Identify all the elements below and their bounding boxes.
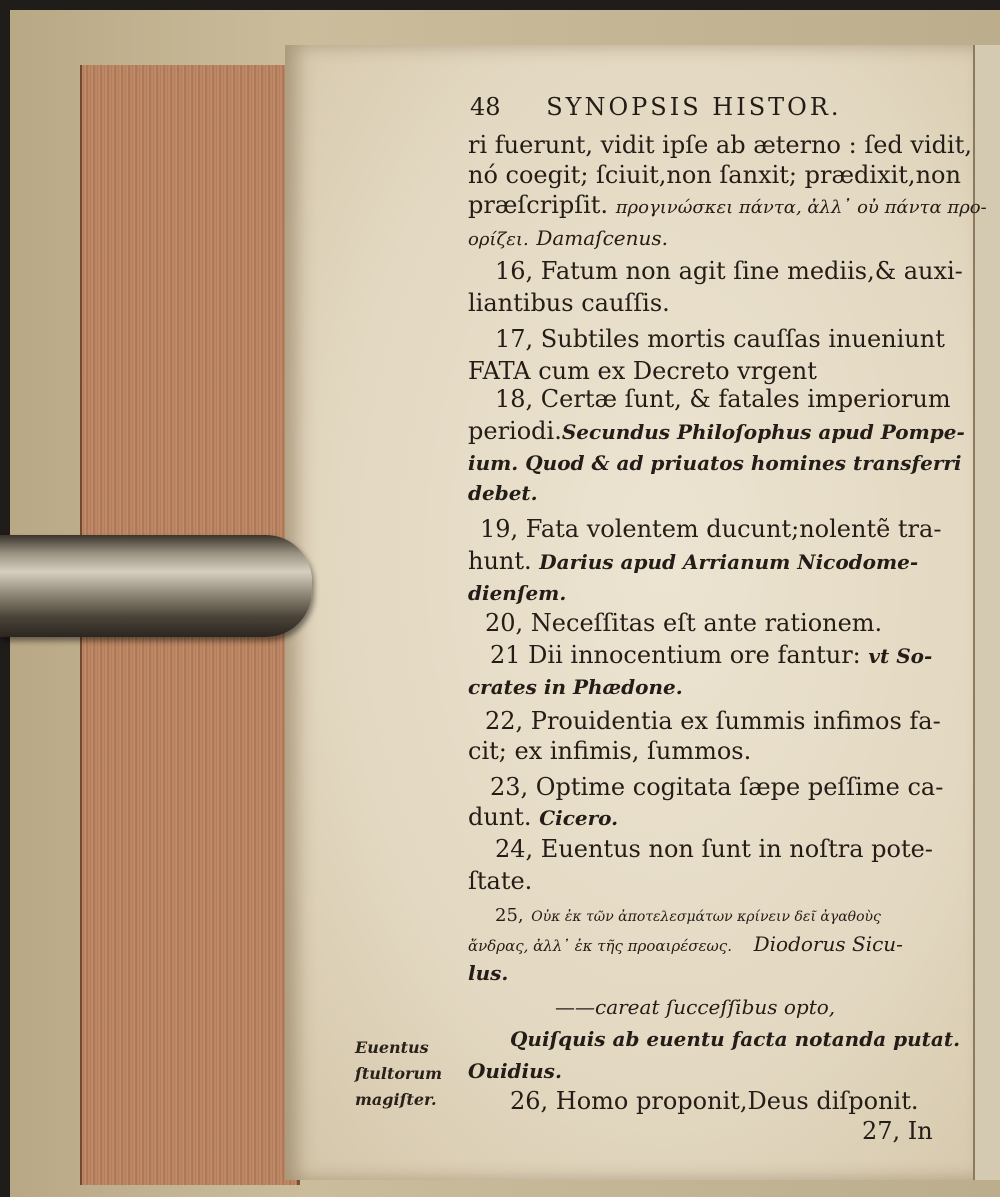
text-line: hunt. Darius apud Arrianum Nicodome- — [468, 547, 919, 575]
text-line: 19, Fata volentem ducunt;nolentẽ tra- — [480, 515, 942, 543]
text-line: cit; ex infimis, ſummos. — [468, 737, 752, 765]
text-line: 25, Οὐκ ἐκ τῶν ἀποτελεσμάτων κρίνειν δεῖ ἀγαθοὺς — [495, 905, 881, 926]
text-line: nó coegit; ſciuit,non ſanxit; prædixit,non — [468, 161, 961, 189]
text-line: 18, Certæ ſunt, & fatales imperiorum — [495, 385, 951, 413]
margin-note-line: ſtultorum — [355, 1064, 443, 1083]
text-line: ri fuerunt, vidit ipſe ab æterno : ſed vidit, — [468, 131, 972, 159]
citation: Secundus Philoſophus apud Pompe- — [561, 420, 965, 444]
page-number: 48 — [470, 93, 501, 121]
text-line: crates in Phædone. — [468, 675, 683, 699]
margin-note-line: magiſter. — [355, 1090, 437, 1109]
text-line: ἄνδρας, ἀλλ᾽ ἐκ τῆς προαιρέσεως. Diodorus Sicu- — [468, 932, 903, 956]
text-line: ium. Quod & ad priuatos homines transferri — [468, 451, 962, 475]
text-line: FATA cum ex Decreto vrgent — [468, 357, 817, 385]
text-line: 16, Fatum non agit ſine mediis,& auxi- — [495, 257, 963, 285]
text-line: præſcripſit. προγινώσκει πάντα, ἀλλ᾽ οὐ πάντα προ- — [468, 191, 987, 219]
citation: Cicero. — [539, 806, 619, 830]
text-line: 22, Prouidentia ex ſummis infimos fa- — [485, 707, 941, 735]
citation: Ouidius. — [468, 1059, 562, 1083]
page-header — [470, 92, 842, 122]
verse-line: Quiſquis ab euentu facta notanda putat. — [510, 1027, 961, 1051]
text-line: 17, Subtiles mortis cauſſas inueniunt — [495, 325, 945, 353]
text-line: 20, Neceſſitas eſt ante rationem. — [485, 609, 883, 637]
greek-quote: Οὐκ ἐκ τῶν ἀποτελεσμάτων κρίνειν δεῖ ἀγαθοὺς — [531, 909, 881, 925]
text-line: dienſem. — [468, 581, 567, 605]
text-line: ορίζει. Damaſcenus. — [468, 226, 668, 250]
text-line: periodi.Secundus Philoſophus apud Pompe- — [468, 417, 965, 445]
text-line: 26, Homo proponit,Deus diſponit. — [510, 1087, 919, 1115]
text-line: lus. — [468, 961, 509, 985]
catchword: 27, In — [862, 1117, 933, 1145]
citation: Darius apud Arrianum Nicodome- — [539, 550, 919, 574]
verse-line: ——careat ſucceſſibus opto, — [555, 995, 836, 1019]
text-line: 23, Optime cogitata ſæpe peſſime ca- — [490, 773, 944, 801]
running-title: SYNOPSIS HISTOR. — [546, 93, 842, 121]
greek-quote: προγινώσκει πάντα, ἀλλ᾽ οὐ πάντα προ- — [615, 197, 987, 218]
text-line: debet. — [468, 481, 538, 505]
citation: Diodorus Sicu- — [753, 932, 903, 956]
text-line: dunt. Cicero. — [468, 803, 619, 831]
text-line: liantibus cauſſis. — [468, 289, 670, 317]
text-line: 24, Euentus non ſunt in noſtra pote- — [495, 835, 933, 863]
text-line: ſtate. — [468, 867, 533, 895]
citation: Damaſcenus. — [536, 226, 668, 250]
text-line: 21 Dii innocentium ore fantur: vt So- — [490, 641, 933, 669]
page-holder-clip — [0, 535, 312, 637]
margin-note-line: Euentus — [355, 1038, 429, 1057]
